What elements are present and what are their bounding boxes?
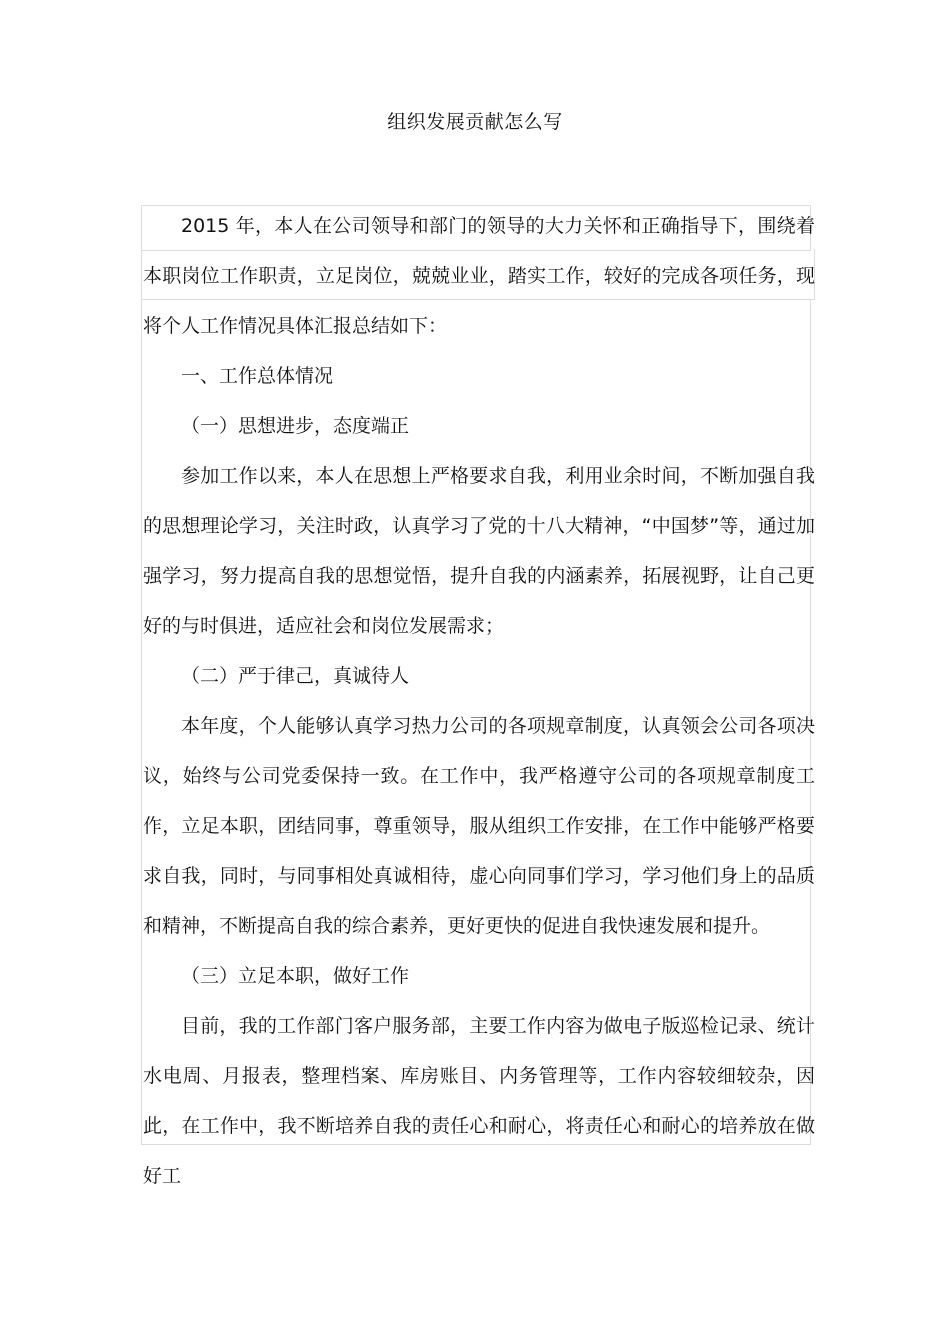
subsection-heading-3: （三）立足本职，做好工作 bbox=[181, 965, 410, 987]
document-body bbox=[143, 201, 815, 1201]
body-paragraph-2: 本年度，个人能够认真学习热力公司的各项规章制度，认真领会公司各项决议，始终与公司党委保持一致。在工作中，我严格遵守公司的各项规章制度工作，立足本职，团结同事，尊重领导，服从组织工作安排，在工作中能够严格要求自我，同时，与同事相处真诚相待，虚心向同事们学习，学习他们身上的品质和精神，不断提高自我的综合素养，更好更快的促进自我快速发展和提升。 bbox=[143, 715, 815, 937]
intro-paragraph: 2015 年，本人在公司领导和部门的领导的大力关怀和正确指导下，围绕着本职岗位工作职责，立足岗位，兢兢业业，踏实工作，较好的完成各项任务，现将个人工作情况具体汇报总结如下： bbox=[143, 215, 815, 337]
subsection-heading-2: （二）严于律己，真诚待人 bbox=[181, 665, 410, 687]
section-heading: 一、工作总体情况 bbox=[181, 365, 334, 387]
document-title: 组织发展贡献怎么写 bbox=[387, 111, 563, 133]
body-paragraph-1: 参加工作以来，本人在思想上严格要求自我，利用业余时间，不断加强自我的思想理论学习，关注时政，认真学习了党的十八大精神，“中国梦”等，通过加强学习，努力提高自我的思想觉悟，提升自我的内涵素养，拓展视野，让自己更好的与时俱进，适应社会和岗位发展需求； bbox=[143, 465, 815, 637]
body-paragraph-3: 目前，我的工作部门客户服务部，主要工作内容为做电子版巡检记录、统计水电周、月报表，整理档案、库房账目、内务管理等，工作内容较细较杂，因此，在工作中，我不断培养自我的责任心和耐心，将责任心和耐心的培养放在做好工 bbox=[143, 1015, 815, 1187]
subsection-heading-1: （一）思想进步，态度端正 bbox=[181, 415, 410, 437]
